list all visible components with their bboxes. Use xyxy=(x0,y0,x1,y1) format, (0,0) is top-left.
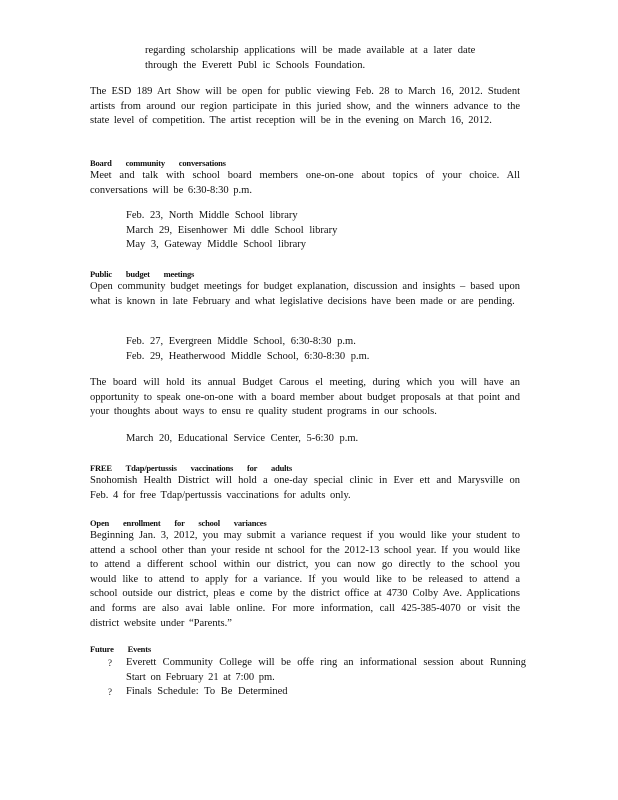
bullet-icon: ? xyxy=(108,687,112,697)
board-conversations-heading: Board community conversations xyxy=(90,158,226,168)
board-conversations-dates xyxy=(126,209,506,253)
future-events-heading: Future Events xyxy=(90,644,151,654)
enrollment-paragraph: Beginning Jan. 3, 2012, you may submit a variance request if you would like your student to attend a school other than your reside nt school for the 2012-13 school year. If you would like to attend a different school within our district, you can now go directly to the school you would like to attend to apply for a variance. If you would like to be released to attend a school outside our district, pleas e come by the district office at 4730 Colby Ave. Applications and forms are also avai lable online. For more information, call 425-385-4070 or visit the district website under “Parents.” xyxy=(90,530,520,629)
date-line: Feb. 23, North Middle School library xyxy=(126,210,298,221)
intro-line: regarding scholarship applications will be made available at a later date xyxy=(145,45,476,56)
date-line: Feb. 27, Evergreen Middle School, 6:30-8:30 p.m. xyxy=(126,336,356,347)
budget-meetings-heading: Public budget meetings xyxy=(90,269,195,279)
list-item-text: Finals Schedule: To Be Determined xyxy=(126,686,288,697)
enrollment-heading: Open enrollment for school variances xyxy=(90,518,267,528)
date-line: Feb. 29, Heatherwood Middle School, 6:30-8:30 p.m. xyxy=(126,350,370,362)
budget-carousel-date: March 20, Educational Service Center, 5-6:30 p.m. xyxy=(126,433,359,444)
date-line: May 3, Gateway Middle School library xyxy=(126,239,307,251)
budget-meetings-paragraph: Open community budget meetings for budget explanation, discussion and insights – based upon what is known in late February and what legislative decisions have been made or are pending. xyxy=(90,281,520,307)
vaccinations-heading: FREE Tdap/pertussis vaccinations for adults xyxy=(90,463,293,473)
board-conversations-paragraph: Meet and talk with school board members one-on-one about topics of your choice. All conversations will be 6:30-8:30 p.m. xyxy=(90,170,520,196)
budget-carousel-paragraph: The board will hold its annual Budget Carous el meeting, during which you will have an opportunity to speak one-on-one with a board member about budget proposals at that point and your thoughts about ways to ensu re quality student programs in our schools. xyxy=(90,377,520,418)
bullet-icon: ? xyxy=(108,658,112,668)
vaccinations-paragraph: Snohomish Health District will hold a one-day special clinic in Ever ett and Marysville on Feb. 4 for free Tdap/pertussis vaccinations for adults only. xyxy=(90,475,520,501)
list-item-text: Everett Community College will be offe ring an informational session about Running Start on February 21 at 7:00 pm. xyxy=(126,657,526,683)
intro-paragraph xyxy=(145,44,515,73)
art-show-paragraph: The ESD 189 Art Show will be open for public viewing Feb. 28 to March 16, 2012. Student artists from around our region participate in this juried show, and the winners advance to the state level of competition. The artist reception will be in the evening on March 16, 2012. xyxy=(90,86,520,127)
date-line: March 29, Eisenhower Mi ddle School library xyxy=(126,224,338,236)
budget-meetings-dates xyxy=(126,335,506,364)
intro-line: through the Everett Publ ic Schools Foundation. xyxy=(145,59,366,71)
